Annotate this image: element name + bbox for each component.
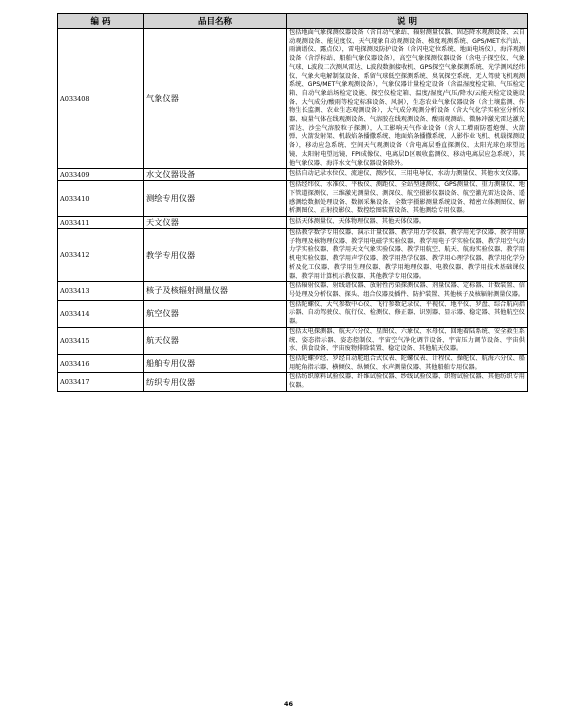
row-name: 天文仪器 bbox=[144, 217, 287, 229]
row-name: 纺织专用仪器 bbox=[144, 373, 287, 391]
row-code: A033414 bbox=[58, 300, 144, 327]
row-name: 航空仪器 bbox=[144, 300, 287, 327]
table-row bbox=[58, 373, 528, 391]
row-code: A033412 bbox=[58, 229, 144, 282]
table-row bbox=[58, 282, 528, 300]
row-name: 核子及核辐射测量仪器 bbox=[144, 282, 287, 300]
row-name: 水文仪器设备 bbox=[144, 169, 287, 181]
table-row bbox=[58, 354, 528, 372]
row-name: 教学专用仪器 bbox=[144, 229, 287, 282]
row-desc: 包括辐射仪器、射线谱仪器、放射性污染探测仪器、剂量仪器、定标器、计数装置、信号处理及分析仪器、探头、组合仪器及插件、防护装置、其他核子及核辐射测量仪器。 bbox=[287, 282, 528, 300]
row-desc: 包括自动记录水位仪、流速仪、测沙仪、三用电导仪、水动力测量仪、其他水文仪器。 bbox=[287, 169, 528, 181]
row-code: A033416 bbox=[58, 354, 144, 372]
row-code: A033411 bbox=[58, 217, 144, 229]
row-code: A033410 bbox=[58, 181, 144, 217]
row-code: A033413 bbox=[58, 282, 144, 300]
row-desc: 包括陀螺罗经、罗经自动舵组合式仪表、陀螺仪表、计程仪、操舵仪、航海六分仪、船用舵角指示器、横倾仪、纵倾仪、水声测量仪器、其他船舶专用仪器。 bbox=[287, 354, 528, 372]
table-row bbox=[58, 169, 528, 181]
row-desc: 包括纺织原料试验仪器、纤维试验仪器、纱线试验仪器、织物试验仪器、其他纺织专用仪器。 bbox=[287, 373, 528, 391]
catalog-table bbox=[57, 13, 528, 392]
table-row bbox=[58, 217, 528, 229]
table-row bbox=[58, 300, 528, 327]
header-code: 编 码 bbox=[58, 14, 144, 29]
header-desc: 说 明 bbox=[287, 14, 528, 29]
table-row bbox=[58, 229, 528, 282]
row-desc: 包括太电探测器、航天六分仪、星图仪、六象仪、水母仪、回地着陆系统、安全救生系统、姿态指示器、姿态控制仪、宇宙空气净化调节设备、宇宙压力调节设备、宇宙供水、供食设备、宇宙废物排除装置、稳定设备、其他航天仪器。 bbox=[287, 327, 528, 354]
row-desc: 包括教学数学专用仪器、演示计量仪器、教学用力学仪器、教学用光学仪器、教学用原子物理及核物理仪器、教学用电磁学实验仪器、教学用电子学实验仪器、教学用空气动力学实验仪器、教学用天文气象实验仪器、教学用航空、航天、航海实验仪器、教学用机电实验仪器、教学用声学仪器、教学用热学仪器、教学用心理学仪器、教学用化学分析及化工仪器、教学用生理仪器、教学用地理仪器、电教仪器、教学用技术基础课仪器、教学用计算机示教仪器、其他教学专用仪器。 bbox=[287, 229, 528, 282]
table-row bbox=[58, 29, 528, 169]
table-row bbox=[58, 181, 528, 217]
row-desc: 包括陀螺仪、大气参数中心仪、飞行参数记录仪、平视仪、地平仪、罗盘、综合航向指示器、自动驾驶仪、航行仪、检测仪、修正器、识别器、显示器、稳定器、其他航空仪器。 bbox=[287, 300, 528, 327]
row-name: 船舶专用仪器 bbox=[144, 354, 287, 372]
row-desc: 包括地面气象探测仪器设备（含自动气象站、辐射测量仪器、固态降水观测设备、云自动观测设备、能见度仪、天气现象自动观测设备、梯度观测系统、GPS/MET水汽站、雨滴谱仪、露点仪），雷电探测及防护设备（含闪电定位系统、地面电场仪），海洋观测设备（含浮标站、船舶气象仪器设备），高空气象探测仪器设备（含电子探空仪、气象气球、L波段二次测风雷达、L波段数据接收机、GPS探空气象探测系统、光学测风经纬仪、气象火电解制氢设备、系留气球低空探测系统、臭氧探空系统、无人驾驶飞机观测系统、GPS/MET气象观测设备），气象仪器计量检定设备（含温湿度检定箱、气压检定箱、自动气象站场检定设施、探空仪检定箱、温度/湿度/气压/降水/云能天检定设施设备、大气成分/酸雨等检定标准设备、风洞），生态农业气象仪器设备（含土壤监测、作物生长监测、农业生态观测设备），大气成分观测分析设备（含大气化学实验室分析仪器、痕量气体在线观测设备、气溶胶在线观测设备、酸雨观测站、微脉冲激光雷达激光雷达、沙尘气溶胶粒子探测），人工影响天气作业设备（含人工增雨防雹炮弹、火箭弹、火箭发射架、机载焰条播撒系统、地面焰条播撒系统、人影作业飞机、机载探测设备），移动应急系统、空间天气观测设备（含电离层垂直探测仪、太阳光球色球望远镜、太阳射电望远镜、FPI成像仪、电离层D区吸收监测仪、移动电离层应急系统），其他气象仪器、海洋水文气象仪器设备除外。 bbox=[287, 29, 528, 169]
row-desc: 包括经纬仪、水准仪、平板仪、测距仪、全站型速测仪、GPS测量仪、重力测量仪、地下管道探测仪、三维激光测量仪、测深仪、航空摄影仪器设备、航空激光雷达设备、遥感测绘数据处理设备、数据采集设备、全数字摄影测量系统设备、精密立体测图仪、解析测图仪、正射投影仪、数控绘图装置设备、其他测绘专用仪器。 bbox=[287, 181, 528, 217]
page-number: 46 bbox=[283, 700, 294, 708]
row-name: 气象仪器 bbox=[144, 29, 287, 169]
row-name: 测绘专用仪器 bbox=[144, 181, 287, 217]
row-code: A033409 bbox=[58, 169, 144, 181]
table-header-row bbox=[58, 14, 528, 29]
row-desc: 包括天体测量仪、天体物理仪器、其他天体仪器。 bbox=[287, 217, 528, 229]
row-name: 航天仪器 bbox=[144, 327, 287, 354]
row-code: A033408 bbox=[58, 29, 144, 169]
table-row bbox=[58, 327, 528, 354]
row-code: A033417 bbox=[58, 373, 144, 391]
header-name: 品目名称 bbox=[144, 14, 287, 29]
row-code: A033415 bbox=[58, 327, 144, 354]
